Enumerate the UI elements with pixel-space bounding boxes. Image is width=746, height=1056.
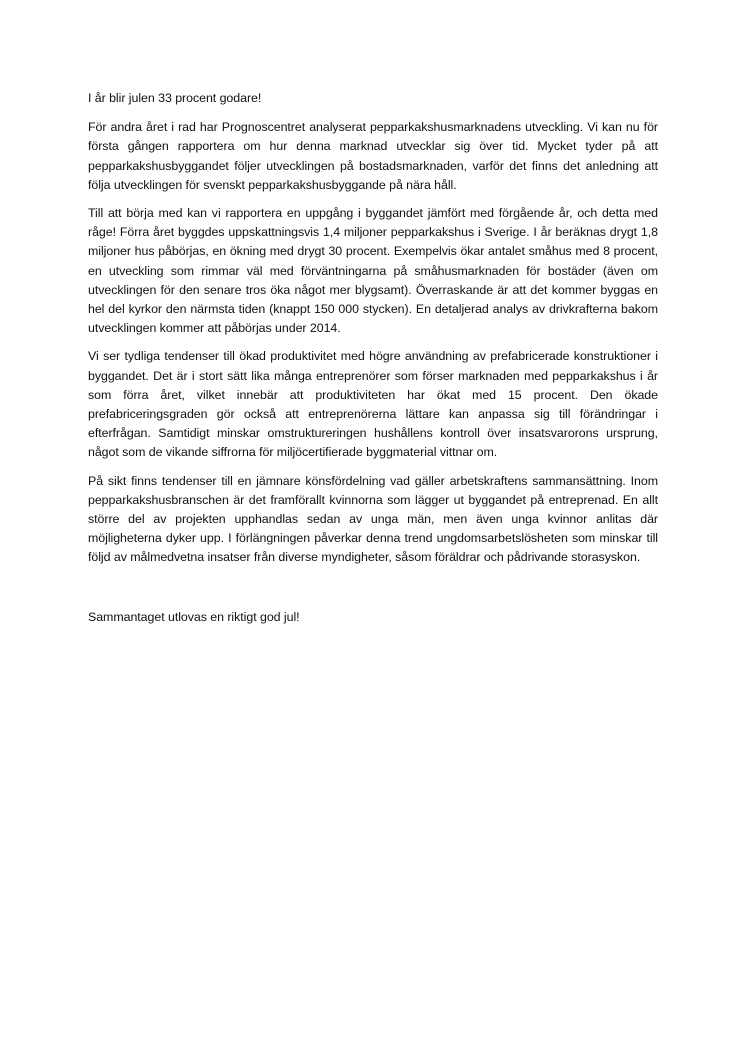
- paragraph-gender: På sikt finns tendenser till en jämnare könsfördelning vad gäller arbetskraftens sammansättning. Inom pepparkakshusbranschen är det framförallt kvinnorna som lägger ut byggandet på entreprenad. En allt större del av projekten upphandlas sedan av unga män, men även unga kvinnor anlitas där möjligheterna dyker upp. I förlängningen påverkar denna trend ungdomsarbetslösheten som minskar till följd av målmedvetna insatser från diverse myndigheter, såsom föräldrar och pådrivande storasyskon.: [88, 473, 658, 565]
- paragraph-growth: Till att börja med kan vi rapportera en uppgång i byggandet jämfört med förgående år, och detta med råge! Förra året byggdes uppskattningsvis 1,4 miljoner pepparkakshus i Sverige. I år beräknas drygt 1,8 miljoner hus påbörjas, en ökning med drygt 30 procent. Exempelvis ökar antalet småhus med 8 procent, en utveckling som rimmar väl med förväntningarna på småhusmarknaden för bostäder (även om utvecklingen för den senare tros öka något mer blygsamt). Överraskande är att det kommer byggas en hel del kyrkor den närmsta tiden (knappt 150 000 stycken). En detaljerad analys av drivkrafterna bakom utvecklingen kommer att påbörjas under 2014.: [88, 206, 658, 336]
- document-body: [88, 89, 658, 636]
- document-closing: Sammantaget utlovas en riktigt god jul!: [88, 609, 300, 624]
- document-title: I år blir julen 33 procent godare!: [88, 91, 262, 105]
- paragraph-productivity: Vi ser tydliga tendenser till ökad produktivitet med högre användning av prefabricerade konstruktioner i byggandet. Det är i stort sätt lika många entreprenörer som förser marknaden med pepparkakshus i år som förra året, vilket innebär att produktiviteten har ökat med 15 procent. Den ökade prefabriceringsgraden gör också att entreprenörerna lättare kan anpassa sig till förändringar i efterfrågan. Samtidigt minskar omstruktureringen hushållens kontroll över insatsvarorons ursprung, något som de vikande siffrorna för miljöcertifierade byggmaterial vittnar om.: [88, 349, 658, 460]
- paragraph-intro: För andra året i rad har Prognoscentret analyserat pepparkakshusmarknadens utveckling. Vi kan nu för första gången rapportera om hur denna marknad utvecklar sig över tid. Mycket tyder på att pepparkakshusbyggandet följer utvecklingen på bostadsmarknaden, varför det finns det anledning att följa utvecklingen för svenskt pepparkakshusbyggande på nära håll.: [88, 120, 658, 192]
